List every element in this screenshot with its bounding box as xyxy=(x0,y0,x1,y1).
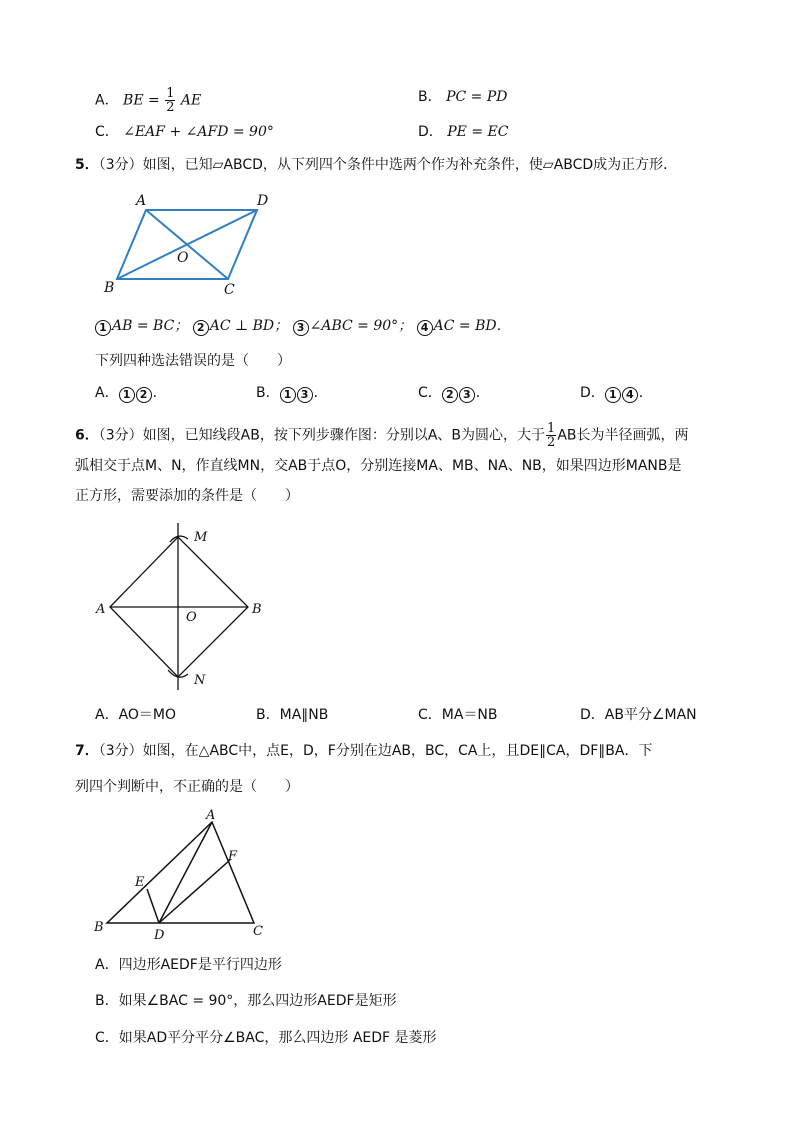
label-d: D xyxy=(257,193,269,209)
arc-m xyxy=(170,536,188,542)
option-label: A． xyxy=(95,385,119,401)
question-score: （3分） xyxy=(98,157,143,173)
label-c: C xyxy=(224,282,235,298)
option-text: ∠EAF + ∠AFD = 90° xyxy=(123,124,274,140)
question-number: 5． xyxy=(75,157,99,173)
q5-stem xyxy=(75,155,677,175)
q6-option-a[interactable] xyxy=(95,705,176,725)
q6-stem-line3: 正方形，需要添加的条件是（ ） xyxy=(75,488,299,504)
triangle-abc xyxy=(107,822,254,923)
q7-stem-line1 xyxy=(75,741,653,761)
circled-number: 2 xyxy=(193,320,209,336)
fraction xyxy=(546,422,556,449)
option-text: MA＝NB xyxy=(441,707,498,723)
label-f: F xyxy=(228,849,238,864)
label-a: A xyxy=(136,193,147,209)
circled-number: 1 xyxy=(605,387,621,403)
option-text: AO＝MO xyxy=(118,707,177,723)
label-b: B xyxy=(94,920,104,935)
q4-option-b[interactable] xyxy=(418,87,507,107)
figure-lines xyxy=(110,523,248,690)
circled-number: 2 xyxy=(136,387,152,403)
option-tail: ． xyxy=(152,385,167,401)
square-construction-figure xyxy=(90,520,280,695)
option-text: AE xyxy=(180,92,202,109)
q5-option-a[interactable] xyxy=(95,383,167,403)
option-text: AB平分∠MAN xyxy=(604,707,697,723)
label-o: O xyxy=(177,250,189,266)
option-tail: ． xyxy=(475,385,490,401)
circled-number: 3 xyxy=(459,387,475,403)
option-label: C． xyxy=(418,385,442,401)
segment-ad xyxy=(159,822,212,923)
label-e: E xyxy=(135,875,145,890)
condition-text: ∠ABC = 90°； xyxy=(309,318,413,334)
label-c: C xyxy=(253,924,263,939)
fraction-numerator: 1 xyxy=(166,86,175,101)
option-label: D． xyxy=(580,385,605,401)
condition-text: AB = BC； xyxy=(112,318,189,334)
option-text: PE = EC xyxy=(447,124,509,140)
q6-stem-line2: 弧相交于点M、N，作直线MN，交AB于点O，分别连接MA、MB、NA、NB，如果四边形MANB是 xyxy=(75,458,682,474)
option-text: MA∥NB xyxy=(279,707,329,723)
option-label: C． xyxy=(418,707,442,723)
q4-option-d[interactable] xyxy=(418,122,508,142)
q6-option-b[interactable] xyxy=(256,705,328,725)
option-label: D． xyxy=(418,124,443,140)
q5-option-b[interactable] xyxy=(256,383,328,403)
label-b: B xyxy=(252,602,262,617)
label-b: B xyxy=(104,280,115,296)
fraction-denominator: 2 xyxy=(547,435,556,450)
circled-number: 1 xyxy=(119,387,135,403)
q5-option-c[interactable] xyxy=(418,383,490,403)
q7-option-c[interactable]: C．如果AD平分平分∠BAC，那么四边形 AEDF 是菱形 xyxy=(95,1030,437,1046)
option-label: B． xyxy=(418,89,442,105)
q7-stem-line2: 列四个判断中，不正确的是（ ） xyxy=(75,779,299,795)
parallelogram-figure xyxy=(100,188,290,298)
parallelogram-lines xyxy=(117,210,257,279)
label-a: A xyxy=(206,808,216,823)
question-score: （3分） xyxy=(98,427,143,444)
option-label: D． xyxy=(580,707,605,723)
q7-option-b[interactable]: B．如果∠BAC = 90°，那么四边形AEDF是矩形 xyxy=(95,993,397,1009)
label-d: D xyxy=(154,928,165,943)
q5-conditions xyxy=(95,316,511,336)
option-label: A． xyxy=(95,92,119,109)
label-m: M xyxy=(194,530,208,545)
question-text: 如图，在△ABC中，点E，D，F分别在边AB，BC，CA上，且DE∥CA，DF∥BA．下 xyxy=(142,743,653,759)
question-text: 如图，已知线段AB，按下列步骤作图：分别以A、B为圆心，大于 xyxy=(142,427,546,444)
option-label: B． xyxy=(256,707,280,723)
option-tail: ． xyxy=(638,385,653,401)
q6-option-c[interactable] xyxy=(418,705,498,725)
fraction-numerator: 1 xyxy=(547,421,556,436)
label-a: A xyxy=(96,602,106,617)
circled-number: 4 xyxy=(417,320,433,336)
q7-option-a[interactable]: A．四边形AEDF是平行四边形 xyxy=(95,957,282,973)
circled-number: 4 xyxy=(622,387,638,403)
q6-stem-line1 xyxy=(75,422,689,449)
question-text: 如图，已知▱ABCD，从下列四个条件中选两个作为补充条件，使▱ABCD成为正方形． xyxy=(142,157,678,173)
label-n: N xyxy=(194,673,206,688)
figure-lines xyxy=(107,822,254,923)
option-label: A． xyxy=(95,707,119,723)
q4-option-c[interactable] xyxy=(95,122,274,142)
circled-number: 1 xyxy=(280,387,296,403)
q5-ask: 下列四种选法错误的是（ ） xyxy=(95,353,291,369)
q4-option-a[interactable] xyxy=(95,87,201,114)
circled-number: 2 xyxy=(442,387,458,403)
segment-df xyxy=(159,860,230,923)
condition-text: AC = BD． xyxy=(433,318,511,334)
q6-option-d[interactable] xyxy=(580,705,697,725)
question-text: AB长为半径画弧，两 xyxy=(557,427,689,444)
option-tail: ． xyxy=(313,385,328,401)
diagonal-bd xyxy=(117,210,257,279)
circled-number: 1 xyxy=(95,320,111,336)
option-text: BE = xyxy=(123,92,160,109)
segment-de xyxy=(147,889,159,923)
label-o: O xyxy=(186,610,197,625)
option-label: C． xyxy=(95,124,119,140)
q5-option-d[interactable] xyxy=(580,383,653,403)
question-number: 6． xyxy=(75,427,99,444)
option-text: PC = PD xyxy=(446,89,508,105)
question-score: （3分） xyxy=(98,743,143,759)
option-label: B． xyxy=(256,385,280,401)
circled-number: 3 xyxy=(293,320,309,336)
circled-number: 3 xyxy=(297,387,313,403)
question-number: 7． xyxy=(75,743,99,759)
fraction xyxy=(165,87,175,114)
triangle-figure xyxy=(90,805,280,945)
condition-text: AC ⊥ BD； xyxy=(209,318,289,334)
fraction-denominator: 2 xyxy=(166,100,175,115)
